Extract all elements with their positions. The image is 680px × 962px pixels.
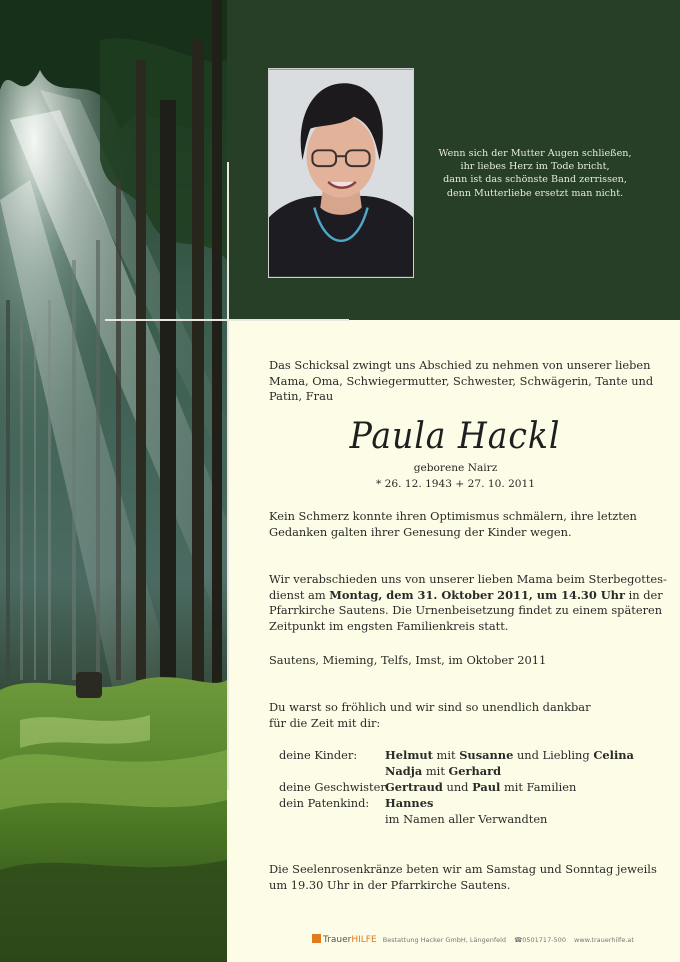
service-text-pre: dienst am xyxy=(269,587,330,602)
thanks-text xyxy=(269,700,642,731)
godchild-label: dein Patenkind: xyxy=(279,796,370,810)
relatives-text: im Namen aller Verwandten xyxy=(385,812,548,826)
service-text xyxy=(269,572,667,634)
children-label: deine Kinder: xyxy=(279,748,358,762)
service-line: Wir verabschieden uns von unserer lieben Mama beim Sterbegottes- xyxy=(269,572,667,586)
name-gerhard: Gerhard xyxy=(448,764,502,778)
connector: und Liebling xyxy=(513,748,594,762)
footer xyxy=(312,934,634,945)
intro-line: Mama, Oma, Schwiegermutter, Schwester, Schwägerin, Tante und xyxy=(269,373,654,388)
name-susanne: Susanne xyxy=(459,748,514,762)
service-text-post: in der xyxy=(624,587,663,602)
thanks-line: Du warst so fröhlich und wir sind so unendlich dankbar xyxy=(269,700,591,714)
company-logo xyxy=(323,935,377,945)
service-line: Pfarrkirche Sautens. Die Urnenbeisetzung findet zu einem späteren xyxy=(269,603,663,618)
company-name: Bestattung Hacker GmbH, Längenfeld xyxy=(382,936,507,944)
life-dates: * 26. 12. 1943 + 27. 10. 2011 xyxy=(375,478,536,490)
name-hannes: Hannes xyxy=(385,796,434,810)
logo-text: Trauer xyxy=(323,935,352,945)
logo-text-accent: HILFE xyxy=(351,935,377,945)
rosary-line: um 19.30 Uhr in der Pfarrkirche Sautens. xyxy=(269,877,511,892)
cross-horizontal xyxy=(105,319,349,321)
company-logo-icon xyxy=(312,934,321,943)
places-date: Sautens, Mieming, Telfs, Imst, im Oktober 2011 xyxy=(269,653,547,667)
children-names xyxy=(385,748,634,764)
name-gertraud: Gertraud xyxy=(385,780,443,794)
born-name: geborene Nairz xyxy=(413,462,498,474)
memorial-quote xyxy=(430,147,640,200)
thanks-line: für die Zeit mit dir: xyxy=(269,715,381,730)
tribute-text xyxy=(269,509,642,540)
web-link[interactable]: www.trauerhilfe.at xyxy=(574,936,634,944)
cross-vertical xyxy=(227,162,229,790)
godchild-name xyxy=(385,796,433,812)
connector: mit xyxy=(422,764,449,778)
children-names-2 xyxy=(385,764,501,780)
tribute-line: Kein Schmerz konnte ihren Optimismus schmälern, ihre letzten xyxy=(269,509,637,523)
name-nadja: Nadja xyxy=(385,764,423,778)
rosary-line: Die Seelenrosenkränze beten wir am Samstag und Sonntag jeweils xyxy=(269,862,657,876)
phone-icon: ☎ xyxy=(514,936,523,944)
quote-line: denn Mutterliebe ersetzt man nicht. xyxy=(446,187,624,199)
name-helmut: Helmut xyxy=(385,748,433,762)
siblings-label: deine Geschwister: xyxy=(279,780,390,794)
deceased-name: Paula Hackl xyxy=(349,416,561,457)
rosary-text xyxy=(269,862,657,893)
quote-line: Wenn sich der Mutter Augen schließen, xyxy=(438,148,632,159)
intro-line: Das Schicksal zwingt uns Abschied zu nehmen von unserer lieben xyxy=(269,358,651,372)
connector: mit xyxy=(432,748,460,762)
quote-line: dann ist das schönste Band zerrissen, xyxy=(443,174,627,186)
connector: mit Familien xyxy=(500,780,577,794)
connector: und xyxy=(442,780,473,794)
company-phone: 0501717-500 xyxy=(522,936,566,944)
service-line xyxy=(269,587,663,604)
service-line: Zeitpunkt im engsten Familienkreis statt. xyxy=(269,618,509,633)
name-celina: Celina xyxy=(593,748,634,762)
quote-line: ihr liebes Herz im Tode bricht, xyxy=(460,161,610,173)
forest-image xyxy=(0,0,227,962)
name-paul: Paul xyxy=(472,780,501,794)
portrait-photo xyxy=(268,68,414,278)
siblings-names xyxy=(385,780,576,796)
service-date: Montag, dem 31. Oktober 2011, um 14.30 Uhr xyxy=(329,587,625,602)
tribute-line: Gedanken galten ihrer Genesung der Kinder wegen. xyxy=(269,524,572,539)
intro-line: Patin, Frau xyxy=(269,389,334,404)
intro-text xyxy=(269,358,654,405)
